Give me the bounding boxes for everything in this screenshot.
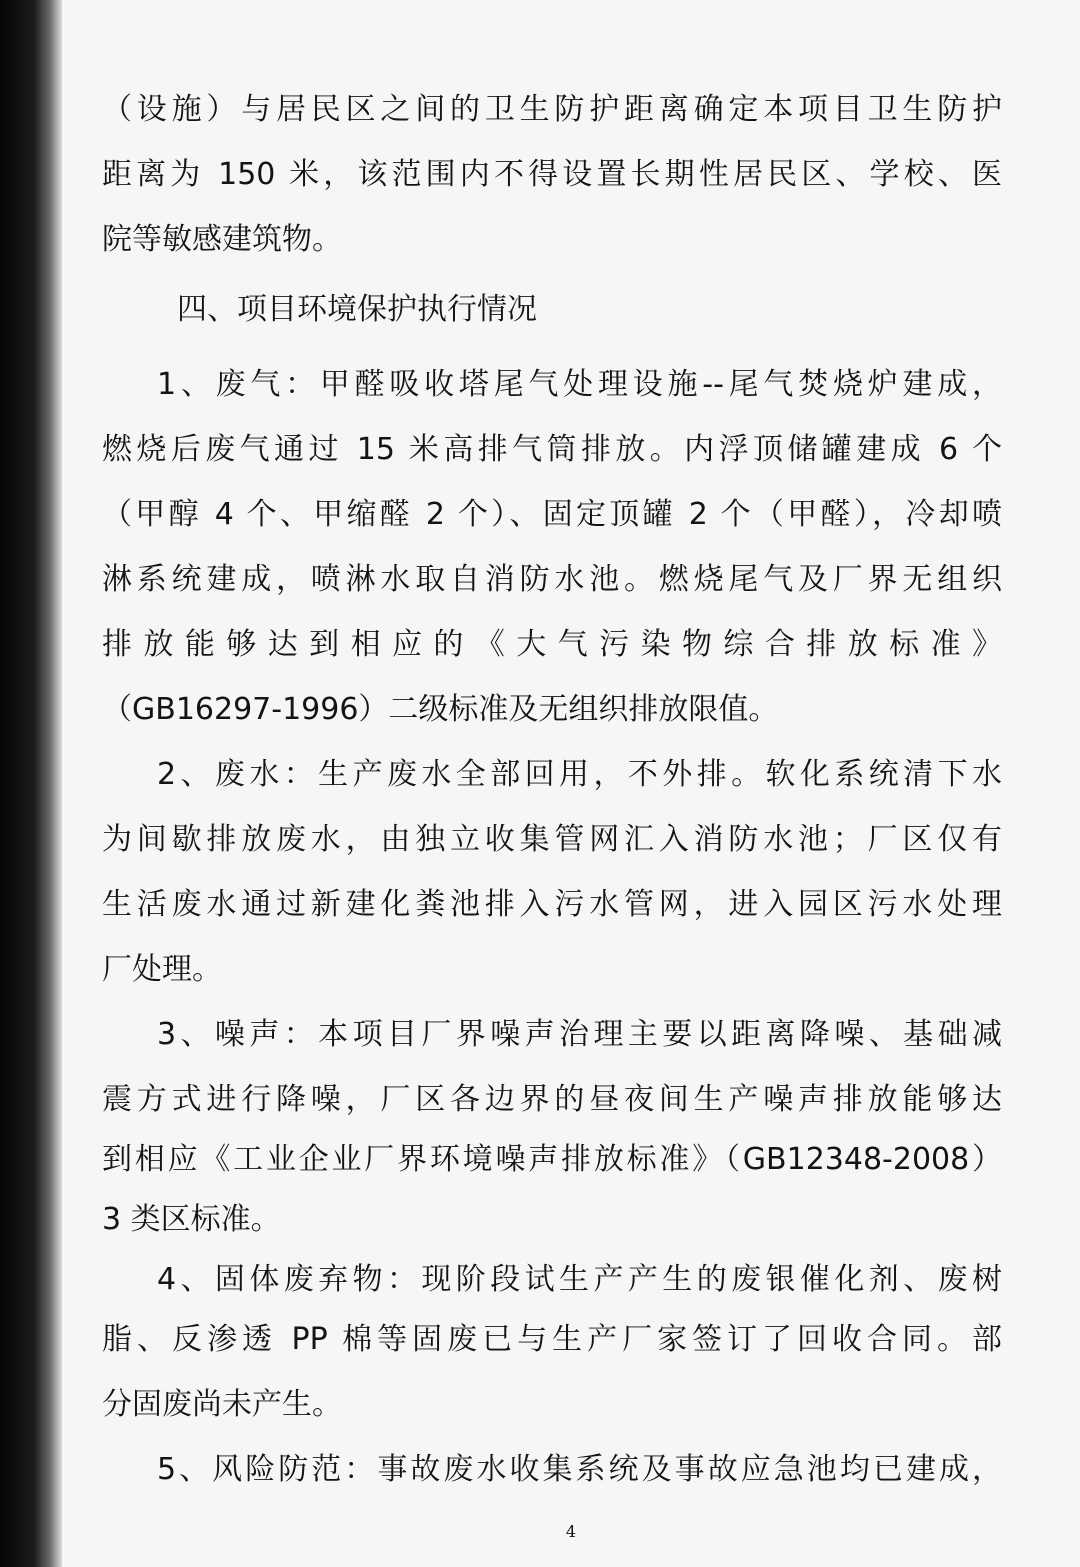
text-line: 为间歇排放废水，由独立收集管网汇入消防水池；厂区仅有 — [102, 822, 1002, 857]
text-line: 生活废水通过新建化粪池排入污水管网，进入园区污水处理 — [102, 887, 1002, 922]
text-line: （GB16297-1996）二级标准及无组织排放限值。 — [102, 692, 779, 727]
text-line: 震方式进行降噪，厂区各边界的昼夜间生产噪声排放能够达 — [102, 1082, 1002, 1117]
section-heading: 四、项目环境保护执行情况 — [177, 292, 537, 327]
text-line: 燃烧后废气通过 15 米高排气筒排放。内浮顶储罐建成 6 个 — [102, 432, 1002, 467]
text-line: 距离为 150 米，该范围内不得设置长期性居民区、学校、医 — [102, 157, 1002, 192]
paragraph-start-water: 2、废水：生产废水全部回用，不外排。软化系统清下水 — [157, 757, 1002, 792]
text-line: 排放能够达到相应的《大气污染物综合排放标准》 — [102, 627, 1002, 662]
text-line: （设施）与居民区之间的卫生防护距离确定本项目卫生防护 — [102, 92, 1002, 127]
paragraph-start-noise: 3、噪声：本项目厂界噪声治理主要以距离降噪、基础减 — [157, 1017, 1002, 1052]
paragraph-start-risk: 5、风险防范：事故废水收集系统及事故应急池均已建成， — [157, 1452, 1002, 1487]
text-line: 院等敏感建筑物。 — [102, 222, 342, 257]
text-line: 到相应《工业企业厂界环境噪声排放标准》（GB12348-2008） — [102, 1142, 1002, 1177]
text-line: 脂、反渗透 PP 棉等固废已与生产厂家签订了回收合同。部 — [102, 1322, 1002, 1357]
text-line: 分固废尚未产生。 — [102, 1387, 342, 1422]
document-page — [62, 0, 1080, 1567]
text-line: 厂处理。 — [102, 952, 222, 987]
text-line: （甲醇 4 个、甲缩醛 2 个）、固定顶罐 2 个（甲醛），冷却喷 — [102, 497, 1002, 532]
scan-shadow-edge — [0, 0, 62, 1567]
text-line: 3 类区标准。 — [102, 1202, 281, 1237]
paragraph-start-air: 1、废气：甲醛吸收塔尾气处理设施--尾气焚烧炉建成， — [157, 367, 1002, 402]
text-line: 淋系统建成，喷淋水取自消防水池。燃烧尾气及厂界无组织 — [102, 562, 1002, 597]
page-number: 4 — [565, 1522, 577, 1541]
paragraph-start-solid-waste: 4、固体废弃物：现阶段试生产产生的废银催化剂、废树 — [157, 1262, 1002, 1297]
